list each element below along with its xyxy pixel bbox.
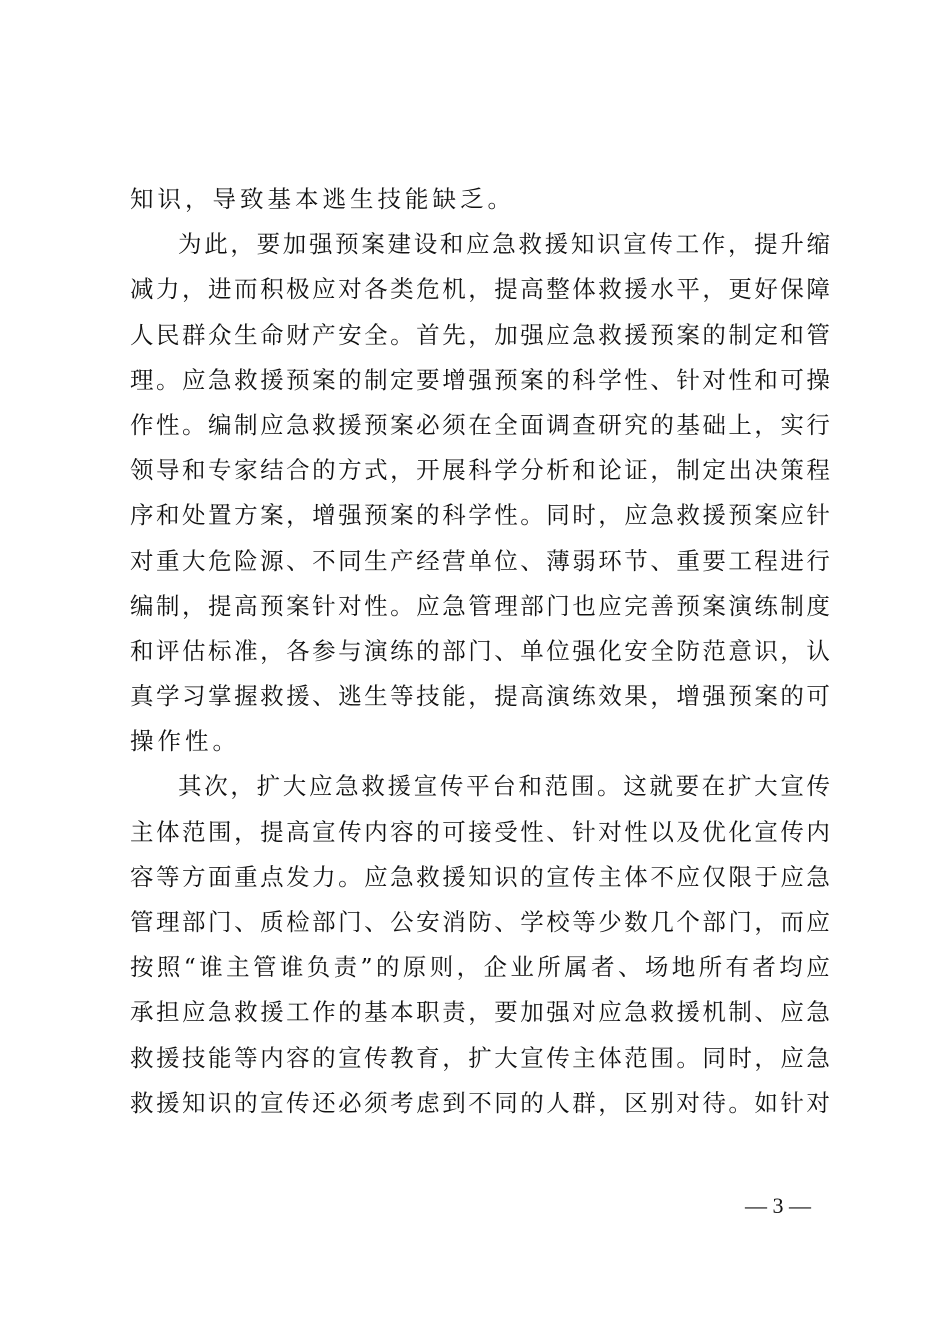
text-line: 真 学 习 掌 握 救 援 、 逃 生 等 技 能 ， 提 高 演 练 效 果 ， 增 强 预 案 的 可 [130, 682, 830, 711]
text-line: 编 制 ， 提 高 预 案 针 对 性 。 应 急 管 理 部 门 也 应 完 善 预 案 演 练 制 度 [130, 591, 830, 620]
text-line: 为 此 ， 要 加 强 预 案 建 设 和 应 急 救 援 知 识 宣 传 工 作 ， 提 升 缩 [178, 230, 830, 259]
text-line: 对 重 大 危 险 源 、 不 同 生 产 经 营 单 位 、 薄 弱 环 节 、 重 要 工 程 进 行 [130, 546, 830, 575]
text-line: 领 导 和 专 家 结 合 的 方 式 ， 开 展 科 学 分 析 和 论 证 ， 制 定 出 决 策 程 [130, 456, 830, 485]
text-line: 作 性 。 编 制 应 急 救 援 预 案 必 须 在 全 面 调 查 研 究 的 基 础 上 ， 实 行 [130, 410, 830, 439]
text-line: 救 援 技 能 等 内 容 的 宣 传 教 育 ， 扩 大 宣 传 主 体 范 围 。 同 时 ， 应 急 [130, 1043, 830, 1072]
text-line: 管 理 部 门 、 质 检 部 门 、 公 安 消 防 、 学 校 等 少 数 几 个 部 门 ， 而 应 [130, 908, 830, 936]
text-line: 人 民 群 众 生 命 财 产 安 全 。 首 先 ， 加 强 应 急 救 援 预 案 的 制 定 和 管 [130, 320, 830, 349]
text-line: 容 等 方 面 重 点 发 力 。 应 急 救 援 知 识 的 宣 传 主 体 不 应 仅 限 于 应 急 [130, 862, 830, 891]
text-line: 承 担 应 急 救 援 工 作 的 基 本 职 责 ， 要 加 强 对 应 急 救 援 机 制 、 应 急 [130, 998, 830, 1027]
text-line: 减 力 ， 进 而 积 极 应 对 各 类 危 机 ， 提 高 整 体 救 援 水 平 ， 更 好 保 障 [130, 275, 830, 304]
body-text [130, 177, 830, 1126]
text-line: 救 援 知 识 的 宣 传 还 必 须 考 虑 到 不 同 的 人 群 ， 区 别 对 待 。 如 针 对 [130, 1088, 830, 1117]
text-line: 主 体 范 围 ， 提 高 宣 传 内 容 的 可 接 受 性 、 针 对 性 以 及 优 化 宣 传 内 [130, 817, 830, 846]
text-line: 其 次 ， 扩 大 应 急 救 援 宣 传 平 台 和 范 围 。 这 就 要 在 扩 大 宣 传 [178, 772, 830, 801]
page-number: — 3 — [745, 1193, 811, 1218]
text-line: 理 。 应 急 救 援 预 案 的 制 定 要 增 强 预 案 的 科 学 性 、 针 对 性 和 可 操 [130, 365, 830, 394]
text-line: 操作性。 [130, 727, 240, 756]
text-line: 知识，导致基本逃生技能缺乏。 [130, 185, 515, 213]
text-line: 和 评 估 标 准 ， 各 参 与 演 练 的 部 门 、 单 位 强 化 安 全 防 范 意 识 ， 认 [130, 636, 830, 665]
text-line: 序 和 处 置 方 案 ， 增 强 预 案 的 科 学 性 。 同 时 ， 应 急 救 援 预 案 应 针 [130, 501, 830, 530]
text-line: 按 照 “ 谁 主 管 谁 负 责 ” 的 原 则 ， 企 业 所 属 者 、 场 地 所 有 者 均 应 [130, 953, 830, 982]
